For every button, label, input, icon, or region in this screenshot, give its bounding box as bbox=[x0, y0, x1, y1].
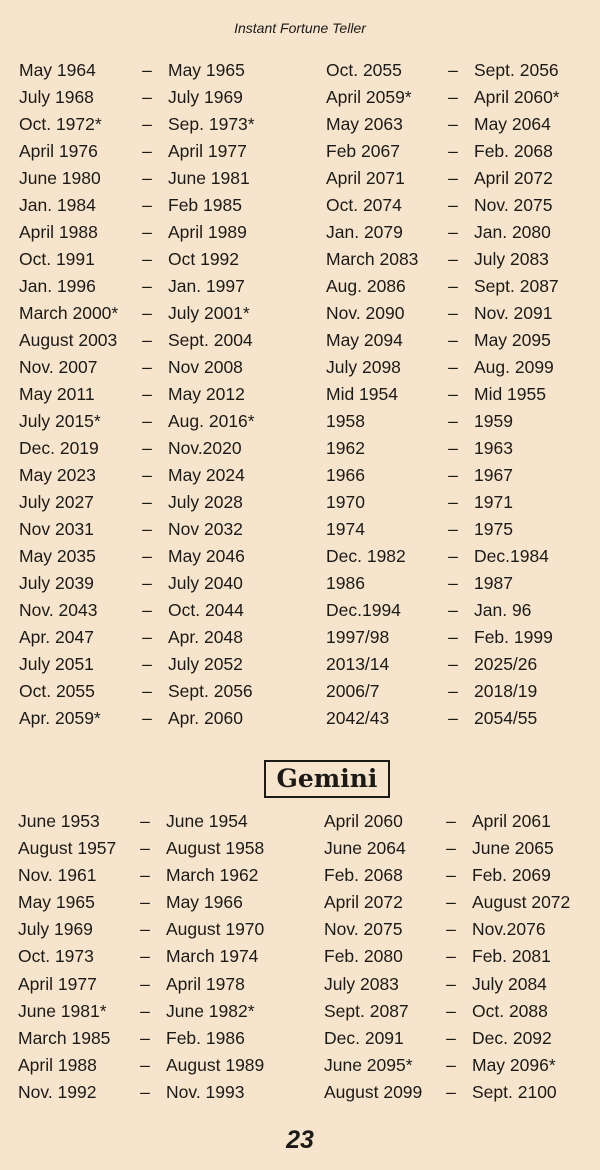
date-cell: June 1954 bbox=[166, 811, 248, 831]
range-dash: – bbox=[142, 141, 152, 161]
range-dash: – bbox=[448, 87, 458, 107]
range-dash: – bbox=[446, 1081, 456, 1102]
date-cell: August 2003 bbox=[19, 330, 118, 350]
date-cell: August 2099 bbox=[324, 1081, 423, 1102]
date-cell: July 1969 bbox=[18, 919, 93, 940]
date-cell: July 2040 bbox=[168, 573, 243, 593]
running-header: Instant Fortune Teller bbox=[234, 20, 366, 36]
date-cell: Dec.1984 bbox=[474, 546, 549, 566]
range-dash: – bbox=[446, 838, 456, 859]
table-row bbox=[0, 248, 600, 275]
date-cell: Jan. 1984 bbox=[19, 195, 96, 215]
date-cell: May 1966 bbox=[166, 892, 243, 913]
range-dash: – bbox=[448, 222, 458, 242]
date-cell: 1974 bbox=[326, 519, 365, 539]
range-dash: – bbox=[446, 865, 456, 886]
date-cell: Feb. 1986 bbox=[166, 1027, 245, 1048]
date-cell: August 2072 bbox=[472, 892, 571, 913]
range-dash: – bbox=[142, 519, 152, 539]
date-cell: May 2064 bbox=[474, 114, 551, 134]
date-cell: Nov. 2090 bbox=[326, 303, 405, 323]
range-dash: – bbox=[448, 708, 458, 728]
date-cell: August 1970 bbox=[166, 919, 265, 940]
range-dash: – bbox=[142, 87, 152, 107]
date-cell: Nov. 2007 bbox=[19, 357, 98, 377]
table-row bbox=[0, 437, 600, 464]
range-dash: – bbox=[140, 1027, 150, 1048]
date-cell: 1986 bbox=[326, 573, 365, 593]
date-cell: July 2084 bbox=[472, 973, 547, 994]
date-cell: July 2098 bbox=[326, 357, 401, 377]
table-row bbox=[0, 86, 600, 113]
range-dash: – bbox=[448, 141, 458, 161]
table-row bbox=[0, 383, 600, 410]
date-cell: April 1977 bbox=[18, 973, 97, 994]
table-row bbox=[0, 410, 600, 437]
range-dash: – bbox=[448, 681, 458, 701]
date-cell: Feb 1985 bbox=[168, 195, 242, 215]
date-cell: Apr. 2048 bbox=[168, 627, 243, 647]
range-dash: – bbox=[142, 60, 152, 80]
date-cell: Dec. 2092 bbox=[472, 1027, 552, 1048]
date-cell: Mid 1955 bbox=[474, 384, 546, 404]
range-dash: – bbox=[142, 411, 152, 431]
date-cell: Oct. 2044 bbox=[168, 600, 244, 620]
table-row bbox=[0, 545, 600, 572]
range-dash: – bbox=[448, 654, 458, 674]
date-cell: 1966 bbox=[326, 465, 365, 485]
range-dash: – bbox=[448, 573, 458, 593]
range-dash: – bbox=[448, 465, 458, 485]
date-cell: 1971 bbox=[474, 492, 513, 512]
range-dash: – bbox=[448, 600, 458, 620]
date-cell: Jan. 96 bbox=[474, 600, 532, 620]
date-cell: Nov 2032 bbox=[168, 519, 243, 539]
range-dash: – bbox=[446, 946, 456, 967]
date-cell: Feb. 1999 bbox=[474, 627, 553, 647]
range-dash: – bbox=[142, 357, 152, 377]
date-cell: Feb 2067 bbox=[326, 141, 400, 161]
date-cell: Oct 1992 bbox=[168, 249, 240, 269]
date-cell: Jan. 2080 bbox=[474, 222, 551, 242]
date-cell: August 1957 bbox=[18, 838, 117, 859]
table-row bbox=[0, 973, 600, 1000]
date-cell: July 2027 bbox=[19, 492, 94, 512]
top-date-table bbox=[0, 59, 600, 734]
date-cell: July 2028 bbox=[168, 492, 243, 512]
range-dash: – bbox=[142, 114, 152, 134]
date-cell: Jan. 2079 bbox=[326, 222, 403, 242]
date-cell: Nov.2076 bbox=[472, 919, 546, 940]
date-cell: 1959 bbox=[474, 411, 513, 431]
date-cell: Aug. 2016* bbox=[168, 411, 255, 431]
table-row bbox=[0, 626, 600, 653]
date-cell: March 2000* bbox=[19, 303, 119, 323]
range-dash: – bbox=[142, 168, 152, 188]
date-cell: June 2095* bbox=[324, 1054, 413, 1075]
date-cell: Oct. 2055 bbox=[326, 60, 402, 80]
date-cell: Nov.2020 bbox=[168, 438, 242, 458]
date-cell: 2013/14 bbox=[326, 654, 390, 674]
date-cell: May 2035 bbox=[19, 546, 96, 566]
date-cell: March 2083 bbox=[326, 249, 419, 269]
date-cell: April 2060 bbox=[324, 811, 403, 831]
date-cell: Sept. 2056 bbox=[474, 60, 559, 80]
range-dash: – bbox=[446, 811, 456, 831]
range-dash: – bbox=[448, 519, 458, 539]
range-dash: – bbox=[448, 627, 458, 647]
table-row bbox=[0, 918, 600, 945]
date-cell: Nov. 2075 bbox=[474, 195, 553, 215]
range-dash: – bbox=[142, 195, 152, 215]
date-cell: March 1974 bbox=[166, 946, 259, 967]
date-cell: 1958 bbox=[326, 411, 365, 431]
section-title-gemini: Gemini bbox=[264, 760, 390, 798]
date-cell: April 2072 bbox=[324, 892, 403, 913]
date-cell: July 2083 bbox=[474, 249, 549, 269]
date-cell: 2006/7 bbox=[326, 681, 380, 701]
date-cell: 1987 bbox=[474, 573, 513, 593]
range-dash: – bbox=[140, 811, 150, 831]
date-cell: Nov. 2075 bbox=[324, 919, 403, 940]
range-dash: – bbox=[142, 303, 152, 323]
date-cell: May 1965 bbox=[168, 60, 245, 80]
date-cell: April 2060* bbox=[474, 87, 560, 107]
range-dash: – bbox=[446, 1000, 456, 1021]
table-row bbox=[0, 599, 600, 626]
gemini-date-table bbox=[0, 810, 600, 1108]
date-cell: Oct. 2055 bbox=[19, 681, 95, 701]
range-dash: – bbox=[448, 249, 458, 269]
date-cell: 1975 bbox=[474, 519, 513, 539]
date-cell: April 2072 bbox=[474, 168, 553, 188]
range-dash: – bbox=[446, 892, 456, 913]
date-cell: June 1981 bbox=[168, 168, 250, 188]
range-dash: – bbox=[142, 708, 152, 728]
date-cell: May 1965 bbox=[18, 892, 95, 913]
date-cell: July 2051 bbox=[19, 654, 94, 674]
date-cell: Sept. 2087 bbox=[324, 1000, 409, 1021]
table-row bbox=[0, 167, 600, 194]
date-cell: July 2039 bbox=[19, 573, 94, 593]
date-cell: May 2095 bbox=[474, 330, 551, 350]
date-cell: Jan. 1996 bbox=[19, 276, 96, 296]
range-dash: – bbox=[142, 681, 152, 701]
date-cell: Dec. 1982 bbox=[326, 546, 406, 566]
table-row bbox=[0, 329, 600, 356]
date-cell: April 1988 bbox=[18, 1054, 97, 1075]
date-cell: July 2052 bbox=[168, 654, 243, 674]
date-cell: Feb. 2068 bbox=[324, 865, 403, 886]
table-row bbox=[0, 810, 600, 837]
date-cell: 2054/55 bbox=[474, 708, 538, 728]
range-dash: – bbox=[446, 973, 456, 994]
date-cell: Aug. 2086 bbox=[326, 276, 406, 296]
range-dash: – bbox=[142, 492, 152, 512]
range-dash: – bbox=[142, 438, 152, 458]
date-cell: 2025/26 bbox=[474, 654, 538, 674]
range-dash: – bbox=[140, 1054, 150, 1075]
date-cell: April 1977 bbox=[168, 141, 247, 161]
date-cell: July 2001* bbox=[168, 303, 250, 323]
table-row bbox=[0, 707, 600, 734]
range-dash: – bbox=[142, 600, 152, 620]
date-cell: Nov. 1961 bbox=[18, 865, 97, 886]
date-cell: 2042/43 bbox=[326, 708, 390, 728]
date-cell: April 2071 bbox=[326, 168, 405, 188]
date-cell: Nov 2008 bbox=[168, 357, 243, 377]
range-dash: – bbox=[142, 654, 152, 674]
date-cell: March 1985 bbox=[18, 1027, 111, 1048]
date-cell: Sep. 1973* bbox=[168, 114, 255, 134]
range-dash: – bbox=[140, 892, 150, 913]
date-cell: 1970 bbox=[326, 492, 365, 512]
date-cell: May 2024 bbox=[168, 465, 245, 485]
table-row bbox=[0, 356, 600, 383]
date-cell: 2018/19 bbox=[474, 681, 538, 701]
page-number: 23 bbox=[286, 1126, 314, 1154]
range-dash: – bbox=[446, 919, 456, 940]
range-dash: – bbox=[142, 330, 152, 350]
table-row bbox=[0, 518, 600, 545]
date-cell: Oct. 2074 bbox=[326, 195, 402, 215]
date-cell: April 1978 bbox=[166, 973, 245, 994]
table-row bbox=[0, 1054, 600, 1081]
date-cell: July 1969 bbox=[168, 87, 243, 107]
range-dash: – bbox=[140, 1081, 150, 1102]
range-dash: – bbox=[448, 60, 458, 80]
range-dash: – bbox=[448, 438, 458, 458]
table-row bbox=[0, 653, 600, 680]
date-cell: May 2096* bbox=[472, 1054, 556, 1075]
range-dash: – bbox=[142, 465, 152, 485]
date-cell: June 1981* bbox=[18, 1000, 107, 1021]
table-row bbox=[0, 572, 600, 599]
date-cell: May 2046 bbox=[168, 546, 245, 566]
date-cell: Nov. 1992 bbox=[18, 1081, 97, 1102]
date-cell: July 2015* bbox=[19, 411, 101, 431]
table-row bbox=[0, 680, 600, 707]
date-cell: March 1962 bbox=[166, 865, 259, 886]
range-dash: – bbox=[142, 627, 152, 647]
date-cell: Feb. 2081 bbox=[472, 946, 551, 967]
table-row bbox=[0, 464, 600, 491]
range-dash: – bbox=[140, 919, 150, 940]
date-cell: Oct. 1973 bbox=[18, 946, 94, 967]
date-cell: Sept. 2100 bbox=[472, 1081, 557, 1102]
date-cell: Sept. 2087 bbox=[474, 276, 559, 296]
date-cell: April 1988 bbox=[19, 222, 98, 242]
range-dash: – bbox=[142, 384, 152, 404]
date-cell: Mid 1954 bbox=[326, 384, 398, 404]
date-cell: July 1968 bbox=[19, 87, 94, 107]
table-row bbox=[0, 221, 600, 248]
table-row bbox=[0, 1000, 600, 1027]
range-dash: – bbox=[448, 411, 458, 431]
table-row bbox=[0, 275, 600, 302]
date-cell: April 1976 bbox=[19, 141, 98, 161]
date-cell: May 2023 bbox=[19, 465, 96, 485]
table-row bbox=[0, 140, 600, 167]
range-dash: – bbox=[448, 357, 458, 377]
date-cell: May 2012 bbox=[168, 384, 245, 404]
date-cell: Feb. 2069 bbox=[472, 865, 551, 886]
date-cell: Dec. 2091 bbox=[324, 1027, 404, 1048]
date-cell: Sept. 2056 bbox=[168, 681, 253, 701]
table-row bbox=[0, 1081, 600, 1108]
date-cell: Dec.1994 bbox=[326, 600, 401, 620]
date-cell: June 2065 bbox=[472, 838, 554, 859]
date-cell: June 2064 bbox=[324, 838, 406, 859]
table-row bbox=[0, 302, 600, 329]
date-cell: Dec. 2019 bbox=[19, 438, 99, 458]
range-dash: – bbox=[140, 865, 150, 886]
table-row bbox=[0, 837, 600, 864]
date-cell: 1963 bbox=[474, 438, 513, 458]
date-cell: Oct. 1991 bbox=[19, 249, 95, 269]
range-dash: – bbox=[448, 114, 458, 134]
date-cell: Apr. 2047 bbox=[19, 627, 94, 647]
table-row bbox=[0, 194, 600, 221]
date-cell: Oct. 1972* bbox=[19, 114, 102, 134]
range-dash: – bbox=[140, 1000, 150, 1021]
date-cell: Feb. 2080 bbox=[324, 946, 403, 967]
range-dash: – bbox=[446, 1027, 456, 1048]
date-cell: May 2094 bbox=[326, 330, 403, 350]
date-cell: 1967 bbox=[474, 465, 513, 485]
date-cell: Nov. 1993 bbox=[166, 1081, 245, 1102]
table-row bbox=[0, 864, 600, 891]
range-dash: – bbox=[448, 168, 458, 188]
date-cell: May 1964 bbox=[19, 60, 96, 80]
range-dash: – bbox=[448, 492, 458, 512]
date-cell: June 1980 bbox=[19, 168, 101, 188]
date-cell: Sept. 2004 bbox=[168, 330, 253, 350]
date-cell: 1962 bbox=[326, 438, 365, 458]
date-cell: Apr. 2059* bbox=[19, 708, 101, 728]
table-row bbox=[0, 1027, 600, 1054]
table-row bbox=[0, 945, 600, 972]
range-dash: – bbox=[142, 546, 152, 566]
date-cell: April 2059* bbox=[326, 87, 412, 107]
table-row bbox=[0, 891, 600, 918]
range-dash: – bbox=[448, 330, 458, 350]
range-dash: – bbox=[142, 249, 152, 269]
range-dash: – bbox=[142, 276, 152, 296]
range-dash: – bbox=[142, 573, 152, 593]
date-cell: Feb. 2068 bbox=[474, 141, 553, 161]
date-cell: Nov. 2091 bbox=[474, 303, 553, 323]
range-dash: – bbox=[140, 946, 150, 967]
date-cell: June 1982* bbox=[166, 1000, 255, 1021]
range-dash: – bbox=[448, 303, 458, 323]
date-cell: August 1989 bbox=[166, 1054, 265, 1075]
range-dash: – bbox=[446, 1054, 456, 1075]
date-cell: Nov 2031 bbox=[19, 519, 94, 539]
table-row bbox=[0, 491, 600, 518]
date-cell: June 1953 bbox=[18, 811, 100, 831]
date-cell: Aug. 2099 bbox=[474, 357, 554, 377]
range-dash: – bbox=[140, 838, 150, 859]
date-cell: April 2061 bbox=[472, 811, 551, 831]
table-row bbox=[0, 113, 600, 140]
date-cell: 1997/98 bbox=[326, 627, 390, 647]
range-dash: – bbox=[142, 222, 152, 242]
table-row bbox=[0, 59, 600, 86]
date-cell: April 1989 bbox=[168, 222, 247, 242]
date-cell: Nov. 2043 bbox=[19, 600, 98, 620]
range-dash: – bbox=[448, 276, 458, 296]
range-dash: – bbox=[140, 973, 150, 994]
date-cell: Jan. 1997 bbox=[168, 276, 245, 296]
date-cell: May 2063 bbox=[326, 114, 403, 134]
date-cell: August 1958 bbox=[166, 838, 265, 859]
date-cell: Oct. 2088 bbox=[472, 1000, 548, 1021]
range-dash: – bbox=[448, 384, 458, 404]
date-cell: May 2011 bbox=[19, 384, 95, 404]
date-cell: Apr. 2060 bbox=[168, 708, 243, 728]
range-dash: – bbox=[448, 546, 458, 566]
date-cell: July 2083 bbox=[324, 973, 399, 994]
range-dash: – bbox=[448, 195, 458, 215]
